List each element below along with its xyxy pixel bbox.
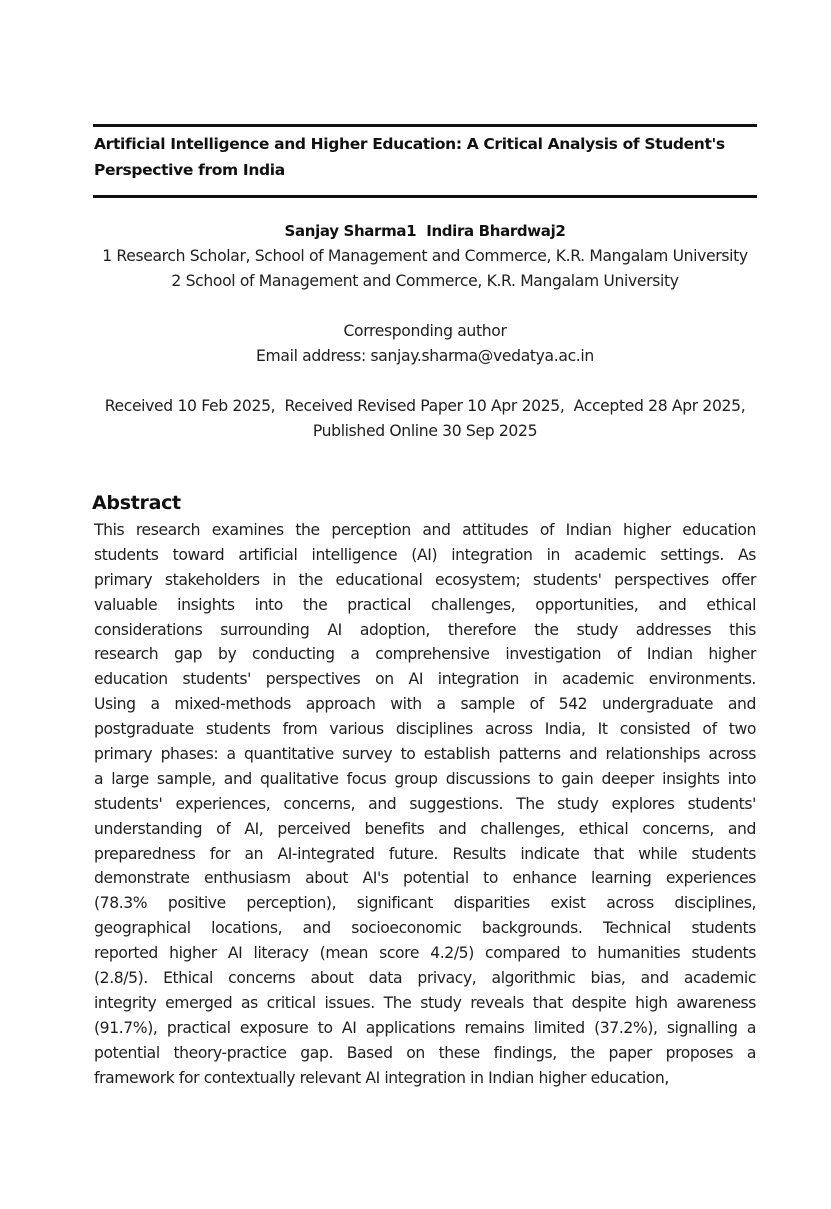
abstract-line: students' experiences, concerns, and suggestions. The study explores students' — [94, 794, 756, 813]
abstract-line: considerations surrounding AI adoption, therefore the study addresses this — [94, 620, 756, 639]
abstract-line: primary phases: a quantitative survey to establish patterns and relationships across — [94, 745, 756, 764]
affiliations — [60, 244, 790, 294]
abstract-line: framework for contextually relevant AI integration in Indian higher education, — [94, 1068, 669, 1087]
author-name-2: Indira Bhardwaj2 — [426, 222, 566, 240]
abstract-line: Using a mixed-methods approach with a sample of 542 undergraduate and — [94, 695, 756, 714]
abstract-line: (78.3% positive perception), significant disparities exist across disciplines, — [94, 894, 756, 913]
title-bottom-rule — [93, 195, 757, 198]
abstract-line: reported higher AI literacy (mean score 4.2/5) compared to humanities students — [94, 944, 756, 963]
abstract-line: potential theory-practice gap. Based on these findings, the paper proposes a — [94, 1043, 756, 1062]
corresponding-author-label: Corresponding author — [343, 322, 507, 340]
abstract-line: a large sample, and qualitative focus group discussions to gain deeper insights into — [94, 769, 756, 788]
corresponding-author — [60, 319, 790, 369]
affiliation-2: 2 School of Management and Commerce, K.R. Mangalam University — [171, 272, 679, 290]
abstract-line: preparedness for an AI-integrated future. Results indicate that while students — [94, 844, 756, 863]
abstract-line: understanding of AI, perceived benefits and challenges, ethical concerns, and — [94, 819, 756, 838]
abstract-line: primary stakeholders in the educational ecosystem; students' perspectives offer — [94, 570, 756, 589]
abstract-line: students toward artificial intelligence (AI) integration in academic settings. As — [94, 545, 756, 564]
abstract-line: demonstrate enthusiasm about AI's potential to enhance learning experiences — [94, 869, 756, 888]
dates-line-1: Received 10 Feb 2025, Received Revised Paper 10 Apr 2025, Accepted 28 Apr 2025, — [104, 397, 746, 415]
abstract-body — [94, 518, 756, 1090]
abstract-line: integrity emerged as critical issues. The study reveals that despite high awareness — [94, 993, 756, 1012]
title-top-rule — [93, 124, 757, 127]
corresponding-email: Email address: sanjay.sharma@vedatya.ac.in — [256, 347, 594, 365]
abstract-heading: Abstract — [92, 492, 181, 514]
abstract-line: postgraduate students from various disciplines across India, It consisted of two — [94, 720, 756, 739]
paper-title-line-1: Artificial Intelligence and Higher Education: A Critical Analysis of Student's — [94, 135, 725, 153]
abstract-line: (91.7%), practical exposure to AI applications remains limited (37.2%), signalling a — [94, 1018, 756, 1037]
abstract-line: education students' perspectives on AI integration in academic environments. — [94, 670, 756, 689]
abstract-line: geographical locations, and socioeconomic backgrounds. Technical students — [94, 919, 756, 938]
author-list — [60, 219, 790, 244]
abstract-line: valuable insights into the practical challenges, opportunities, and ethical — [94, 595, 756, 614]
affiliation-1: 1 Research Scholar, School of Management and Commerce, K.R. Mangalam University — [102, 247, 748, 265]
abstract-line: (2.8/5). Ethical concerns about data privacy, algorithmic bias, and academic — [94, 969, 756, 988]
paper-title-line-2: Perspective from India — [94, 161, 285, 179]
publication-dates — [60, 394, 790, 444]
abstract-line: research gap by conducting a comprehensive investigation of Indian higher — [94, 645, 756, 664]
author-name-1: Sanjay Sharma1 — [284, 222, 417, 240]
abstract-line: This research examines the perception and attitudes of Indian higher education — [94, 521, 756, 539]
dates-line-2: Published Online 30 Sep 2025 — [312, 422, 538, 440]
paper-title — [94, 131, 754, 183]
